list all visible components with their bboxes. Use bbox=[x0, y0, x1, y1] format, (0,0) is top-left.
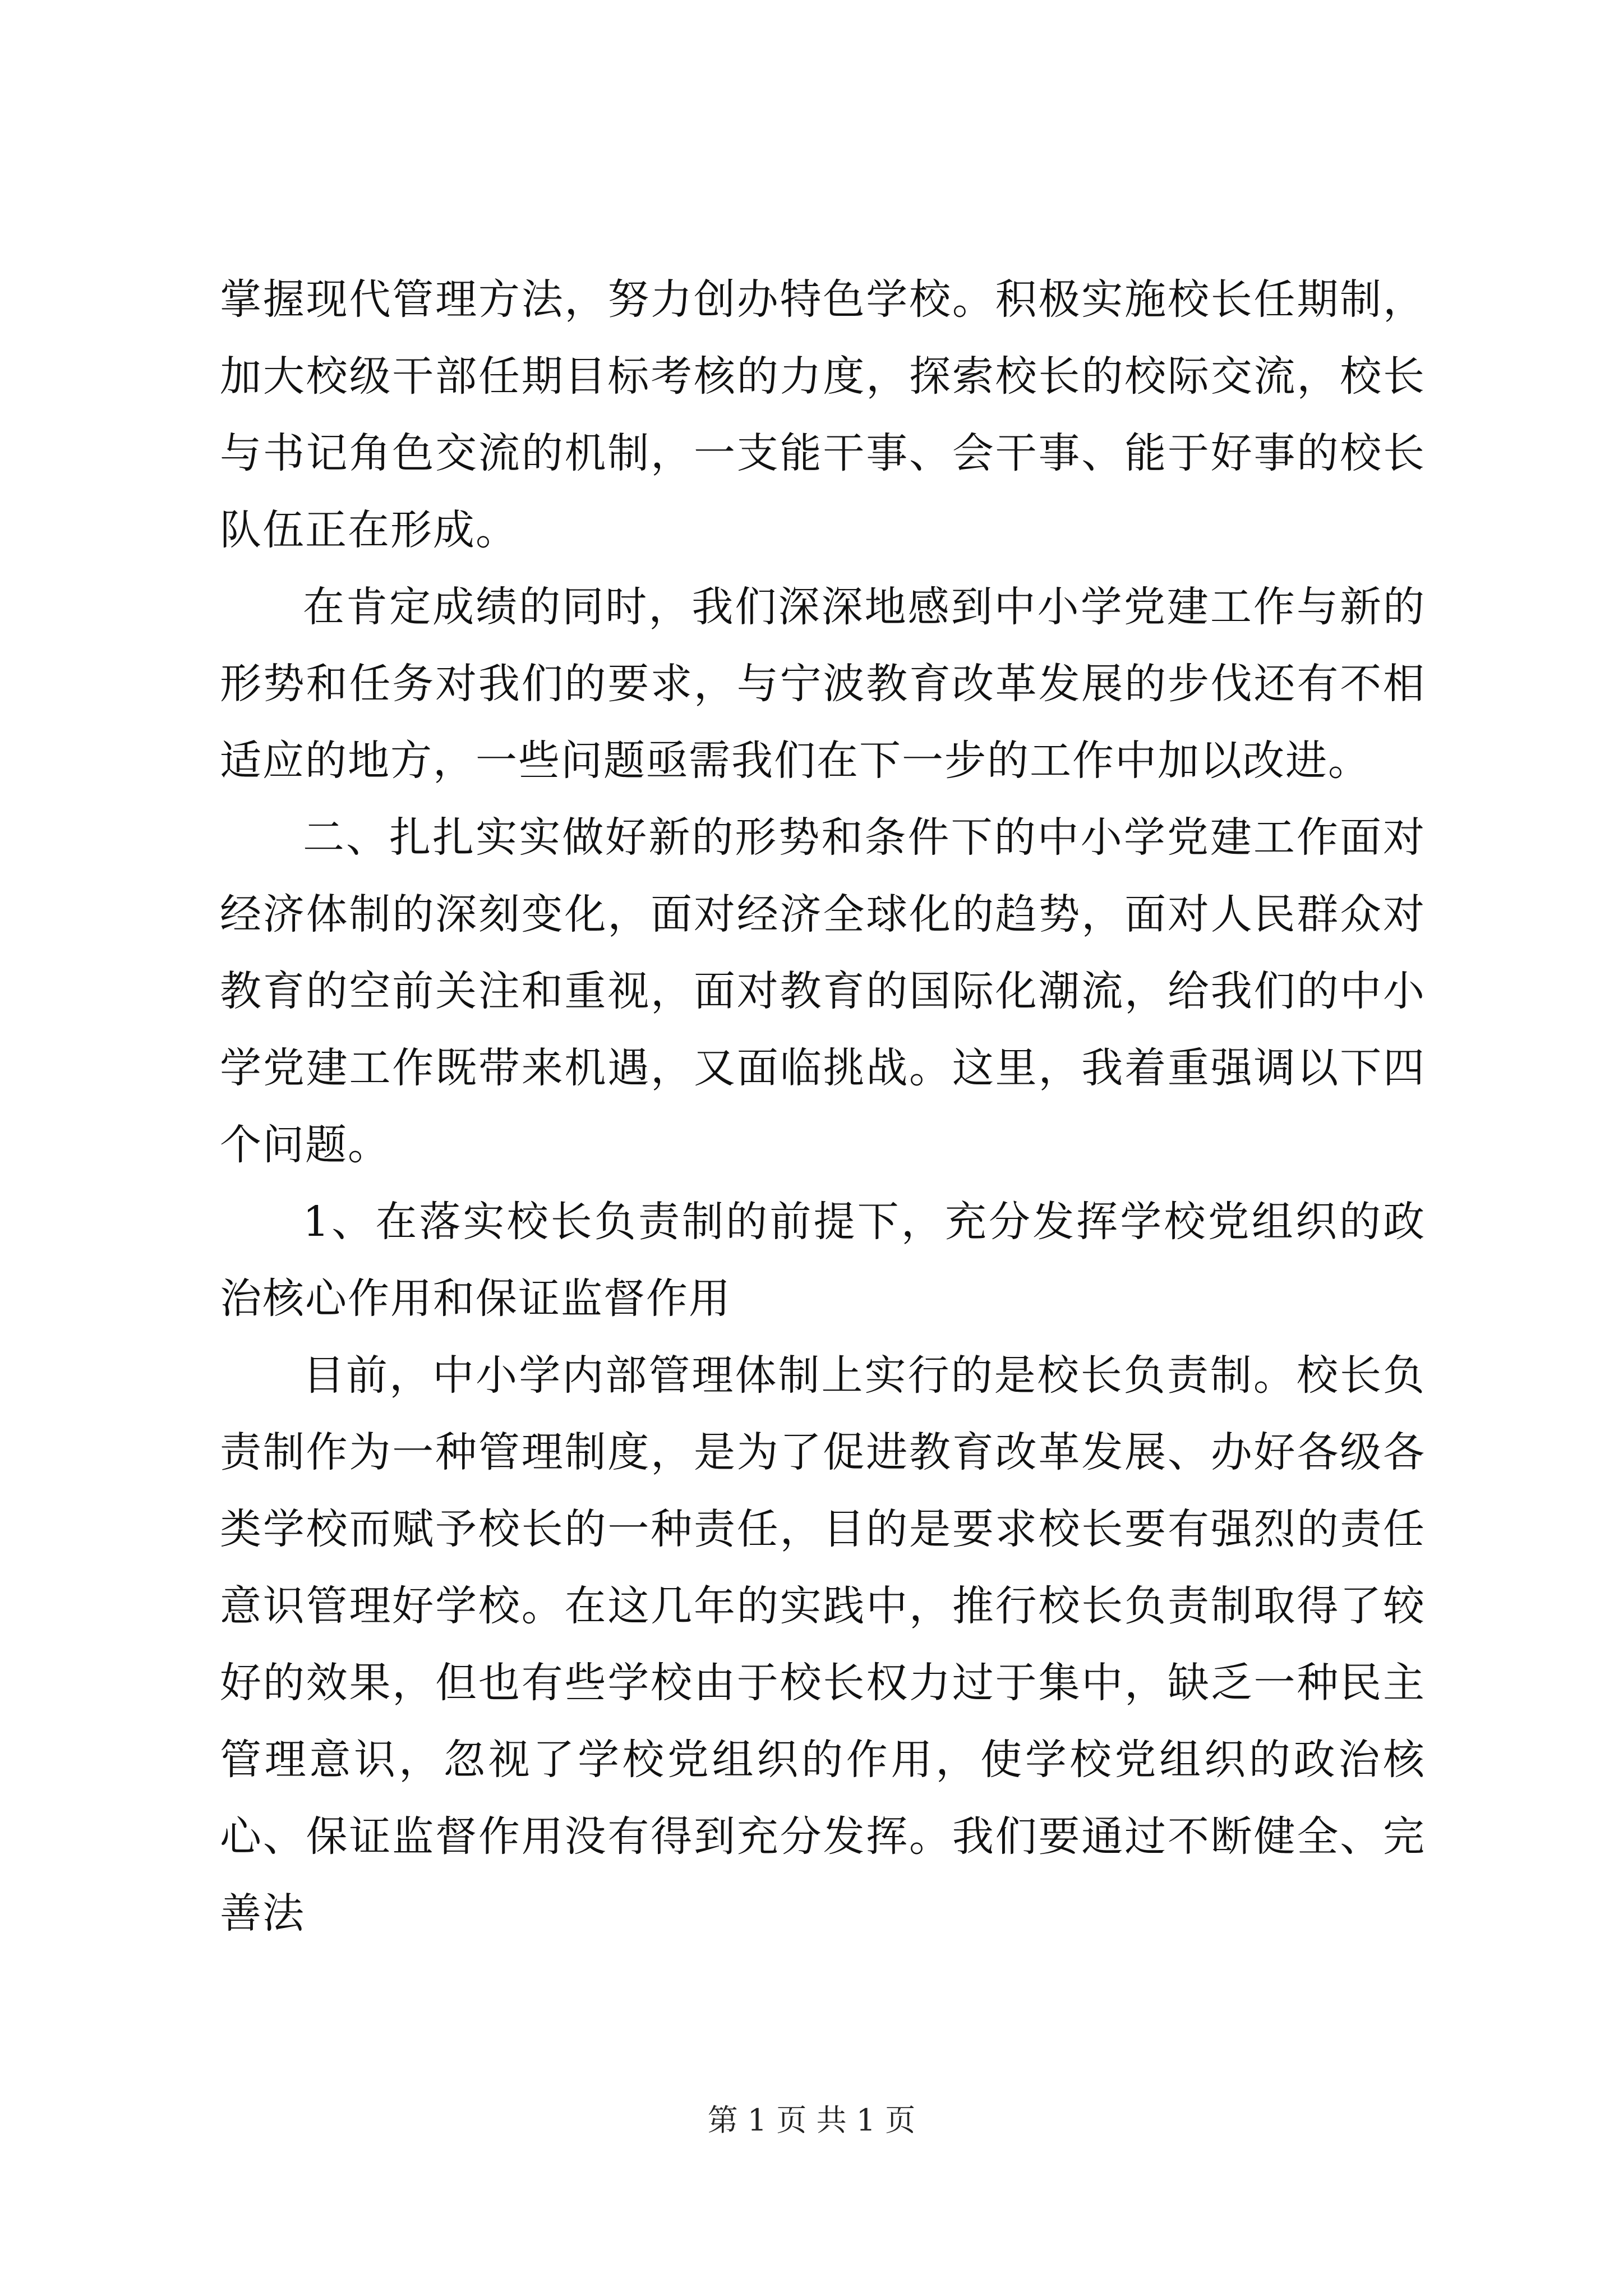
paragraph-item-one-heading: 1、在落实校长负责制的前提下，充分发挥学校党组织的政治核心作用和保证监督作用 bbox=[220, 1198, 1426, 1323]
paragraph-continuation: 掌握现代管理方法，努力创办特色学校。积极实施校长任期制，加大校级干部任期目标考核的力度，探索校长的校际交流，校长与书记角色交流的机制，一支能干事、会干事、能于好事的校长队伍正在形成。 bbox=[220, 275, 1426, 554]
document-body bbox=[220, 261, 1426, 1952]
page-number-footer: 第 1 页 共 1 页 bbox=[707, 2102, 916, 2138]
paragraph-section-two: 二、扎扎实实做好新的形势和条件下的中小学党建工作面对经济体制的深刻变化，面对经济全球化的趋势，面对人民群众对教育的空前关注和重视，面对教育的国际化潮流，给我们的中小学党建工作既带来机遇，又面临挑战。这里，我着重强调以下四个问题。 bbox=[220, 813, 1426, 1169]
paragraph-achievements: 在肯定成绩的同时，我们深深地感到中小学党建工作与新的形势和任务对我们的要求，与宁波教育改革发展的步伐还有不相适应的地方，一些问题亟需我们在下一步的工作中加以改进。 bbox=[220, 583, 1426, 785]
paragraph-principal-responsibility: 目前，中小学内部管理体制上实行的是校长负责制。校长负责制作为一种管理制度，是为了促进教育改革发展、办好各级各类学校而赋予校长的一种责任，目的是要求校长要有强烈的责任意识管理好学校。在这几年的实践中，推行校长负责制取得了较好的效果，但也有些学校由于校长权力过于集中，缺乏一种民主管理意识，忽视了学校党组织的作用，使学校党组织的政治核心、保证监督作用没有得到充分发挥。我们要通过不断健全、完善法 bbox=[220, 1351, 1426, 1938]
